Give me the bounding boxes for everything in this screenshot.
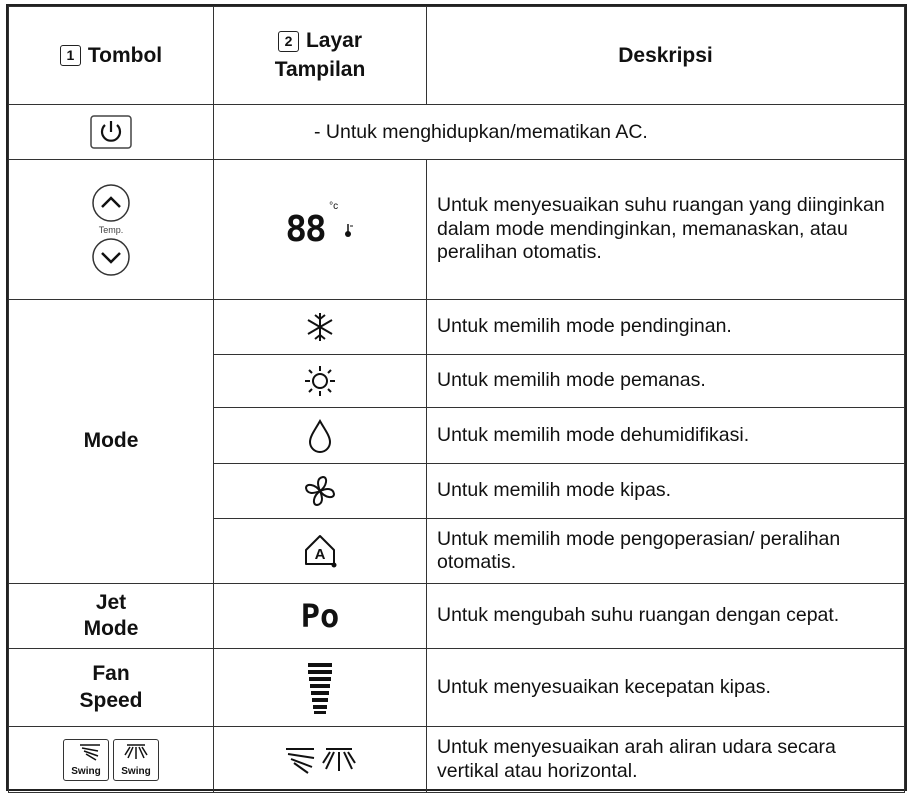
mode-auto-desc: Untuk memilih mode pengoperasian/ peralihan otomatis. — [427, 519, 905, 584]
function-table — [8, 6, 905, 793]
swing-display-cell — [214, 727, 427, 793]
header-tombol-label: Tombol — [87, 43, 163, 67]
power-desc: - Untuk menghidupkan/mematikan AC. — [214, 105, 905, 160]
mode-cool-desc: Untuk memilih mode pendinginan. — [427, 300, 905, 355]
jet-label-line2: Mode — [83, 617, 139, 640]
jet-label-line1: Jet — [95, 590, 127, 614]
swing-buttons-cell — [9, 727, 214, 793]
horizontal-swing-label: Swing — [121, 765, 151, 777]
header-num-1: 1 — [60, 45, 81, 66]
vertical-swing-label: Swing — [71, 765, 101, 777]
temp-unit: °c — [329, 201, 339, 212]
jet-display-cell — [214, 584, 427, 649]
vertical-swing-button[interactable] — [63, 739, 109, 781]
mode-dry-icon-cell — [214, 408, 427, 464]
swing-row — [9, 727, 905, 793]
auto-mode-icon — [300, 532, 340, 570]
fan-icon — [303, 474, 337, 508]
vertical-swing-display-icon — [284, 745, 318, 775]
fan-speed-icon-cell — [214, 649, 427, 727]
jet-row — [9, 584, 905, 649]
horizontal-swing-display-icon — [322, 745, 356, 775]
header-layar — [214, 7, 427, 105]
power-button-cell — [9, 105, 214, 160]
chevron-up-icon[interactable] — [91, 183, 131, 223]
swing-desc: Untuk menyesuaikan arah aliran udara secara vertikal atau horizontal. — [427, 727, 905, 793]
thermometer-icon — [343, 221, 355, 239]
chevron-down-icon[interactable] — [91, 237, 131, 277]
fan-speed-label — [9, 649, 214, 727]
header-deskripsi: Deskripsi — [427, 7, 905, 105]
mode-cool-icon-cell — [214, 300, 427, 355]
vertical-swing-icon — [78, 743, 102, 761]
jet-desc: Untuk mengubah suhu ruangan dengan cepat. — [427, 584, 905, 649]
temp-button-label: Temp. — [98, 224, 124, 235]
sun-icon — [303, 364, 337, 398]
temp-desc: Untuk menyesuaikan suhu ruangan yang diinginkan dalam mode mendinginkan, memanaskan, atau peralihan otomatis. — [427, 160, 905, 300]
mode-fan-desc: Untuk memilih mode kipas. — [427, 464, 905, 519]
header-num-2: 2 — [278, 31, 299, 52]
snowflake-icon — [303, 310, 337, 344]
fan-speed-row — [9, 649, 905, 727]
header-layar-label-line1: Layar — [305, 29, 363, 53]
remote-function-table — [6, 4, 907, 791]
temp-button-cell — [9, 160, 214, 300]
mode-label: Mode — [9, 300, 214, 584]
horizontal-swing-icon — [124, 743, 148, 761]
header-tombol — [9, 7, 214, 105]
fan-speed-desc: Untuk menyesuaikan kecepatan kipas. — [427, 649, 905, 727]
jet-display: Po — [300, 597, 340, 635]
header-layar-label-line2: Tampilan — [274, 57, 366, 81]
droplet-icon — [305, 418, 335, 454]
temp-row — [9, 160, 905, 300]
mode-heat-desc: Untuk memilih mode pemanas. — [427, 355, 905, 408]
fan-label-line2: Speed — [79, 688, 143, 712]
fan-speed-bars-icon — [305, 660, 335, 716]
mode-fan-icon-cell — [214, 464, 427, 519]
temp-display: 88 — [285, 209, 325, 250]
power-row — [9, 105, 905, 160]
power-icon[interactable] — [82, 113, 140, 151]
mode-heat-icon-cell — [214, 355, 427, 408]
mode-cool-row — [9, 300, 905, 355]
auto-mode-letter: A — [314, 546, 326, 563]
header-row — [9, 7, 905, 105]
mode-auto-icon-cell — [214, 519, 427, 584]
jet-mode-label — [9, 584, 214, 649]
horizontal-swing-button[interactable] — [113, 739, 159, 781]
fan-label-line1: Fan — [92, 662, 130, 686]
temp-display-cell — [214, 160, 427, 300]
mode-dry-desc: Untuk memilih mode dehumidifikasi. — [427, 408, 905, 464]
